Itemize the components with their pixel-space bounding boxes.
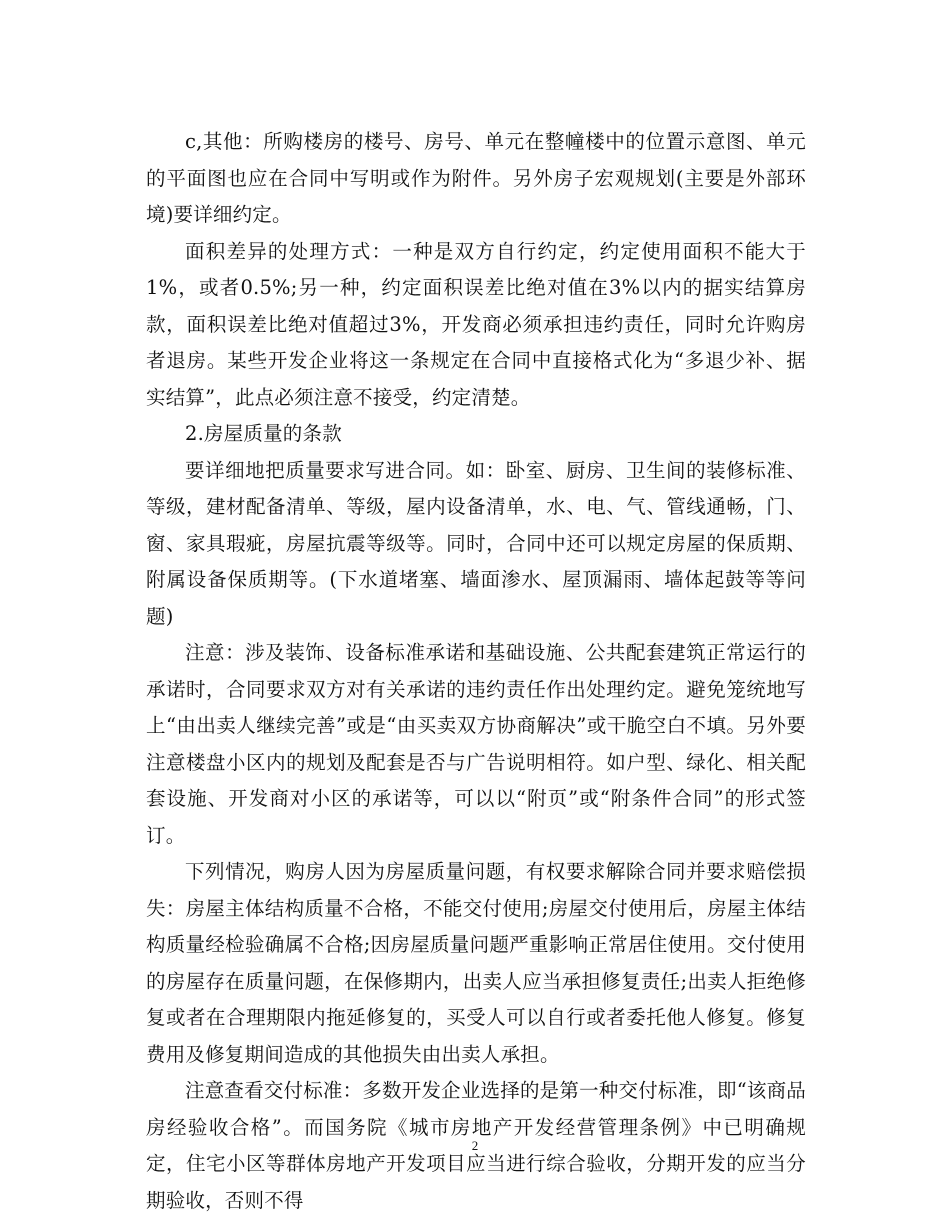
paragraph-other-info: c,其他：所购楼房的楼号、房号、单元在整幢楼中的位置示意图、单元的平面图也应在合同中写明或作为附件。另外房子宏观规划(主要是外部环境)要详细约定。 bbox=[146, 130, 806, 226]
paragraph-note-commitments: 注意：涉及装饰、设备标准承诺和基础设施、公共配套建筑正常运行的承诺时，合同要求双方对有关承诺的违约责任作出处理约定。避免笼统地写上“由出卖人继续完善”或是“由买卖双方协商解决”或干脆空白不填。另外要注意楼盘小区内的规划及配套是否与广告说明相符。如户型、绿化、相关配套设施、开发商对小区的承诺等，可以以“附页”或“附条件合同”的形式签订。 bbox=[146, 641, 806, 847]
paragraph-delivery-standard: 注意查看交付标准：多数开发企业选择的是第一种交付标准，即“该商品房经验收合格”。而国务院《城市房地产开发经营管理条例》中已明确规定，住宅小区等群体房地产开发项目应当进行综合验收，分期开发的应当分期验收，否则不得 bbox=[146, 1079, 806, 1212]
page-number: 2 bbox=[471, 1138, 479, 1153]
section-heading-house-quality: 2.房屋质量的条款 bbox=[185, 422, 342, 445]
paragraph-termination-conditions: 下列情况，购房人因为房屋质量问题，有权要求解除合同并要求赔偿损失：房屋主体结构质量不合格，不能交付使用;房屋交付使用后，房屋主体结构质量经检验确属不合格;因房屋质量问题严重影响正常居住使用。交付使用的房屋存在质量问题，在保修期内，出卖人应当承担修复责任;出卖人拒绝修复或者在合理期限内拖延修复的，买受人可以自行或者委托他人修复。修复费用及修复期间造成的其他损失由出卖人承担。 bbox=[146, 860, 806, 1066]
paragraph-quality-requirements: 要详细地把质量要求写进合同。如：卧室、厨房、卫生间的装修标准、等级，建材配备清单、等级，屋内设备清单，水、电、气、管线通畅，门、窗、家具瑕疵，房屋抗震等级等。同时，合同中还可以规定房屋的保质期、附属设备保质期等。(下水道堵塞、墙面渗水、屋顶漏雨、墙体起鼓等等问题) bbox=[146, 458, 806, 628]
paragraph-area-difference: 面积差异的处理方式：一种是双方自行约定，约定使用面积不能大于1%，或者0.5%;另一种，约定面积误差比绝对值在3%以内的据实结算房款，面积误差比绝对值超过3%，开发商必须承担违约责任，同时允许购房者退房。某些开发企业将这一条规定在合同中直接格式化为“多退少补、据实结算”，此点必须注意不接受，约定清楚。 bbox=[146, 239, 806, 409]
document-body bbox=[146, 124, 806, 1219]
